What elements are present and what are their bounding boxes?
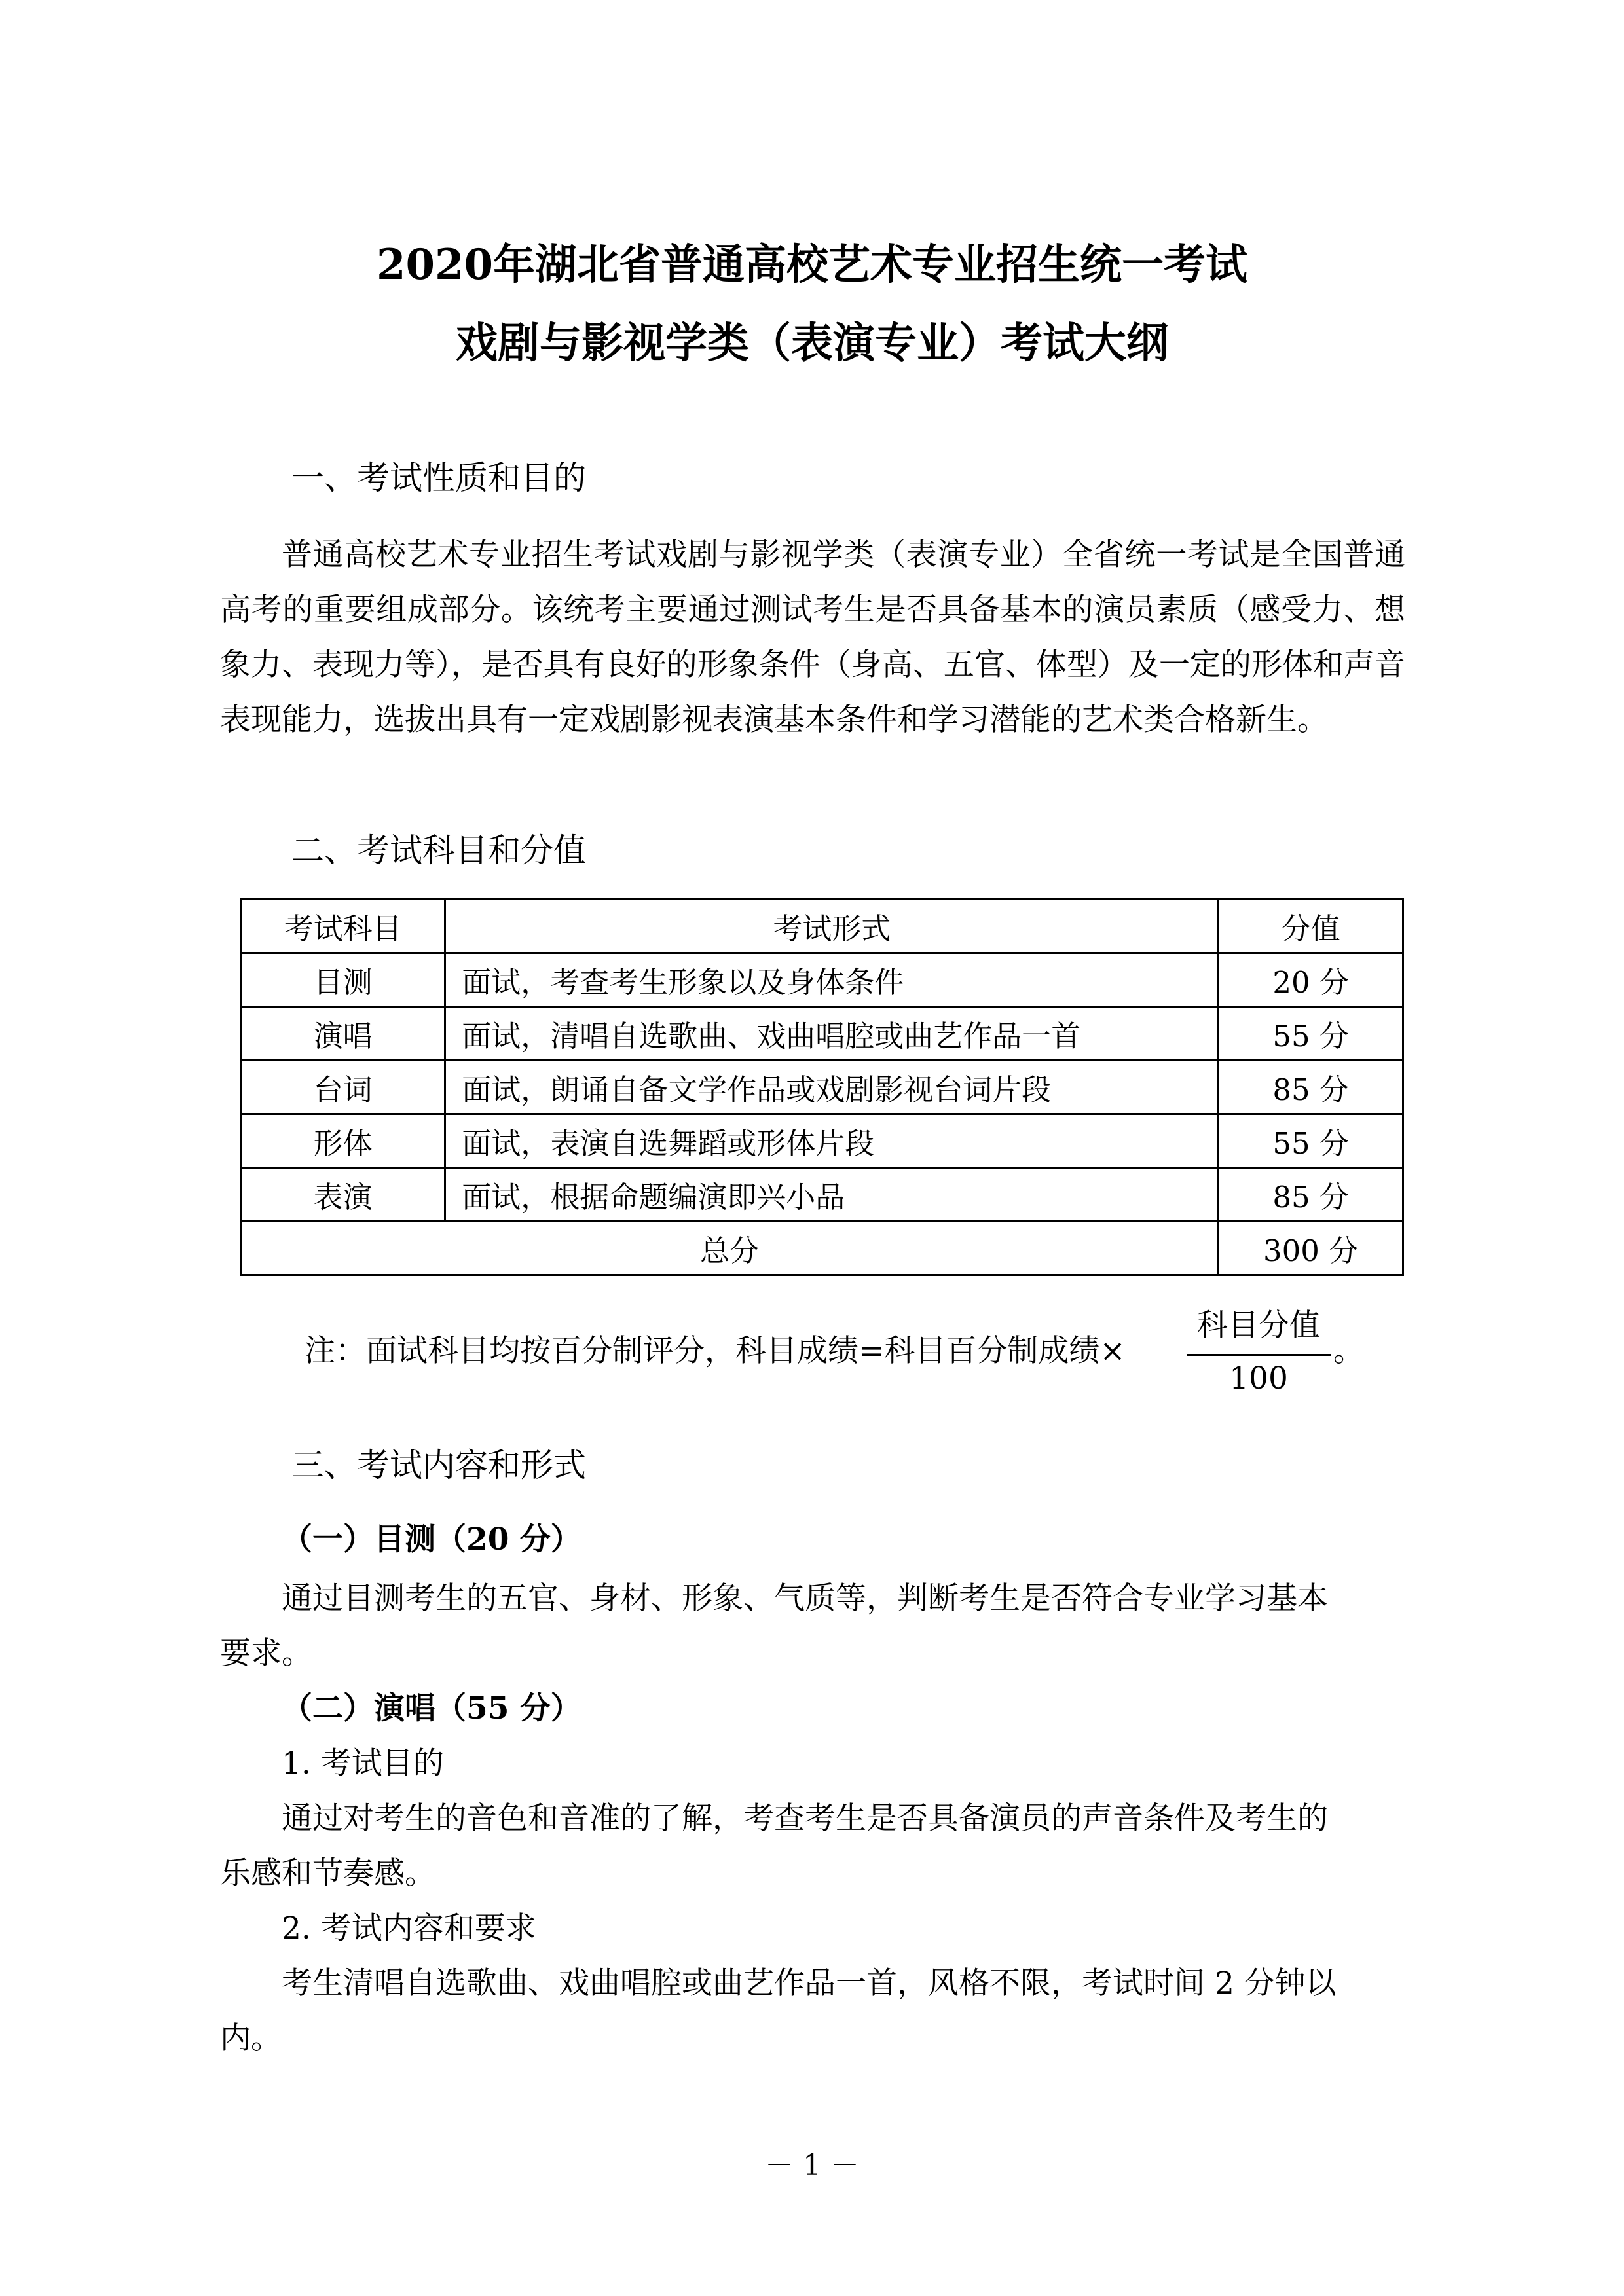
document-title-line2: 戏剧与影视学类（表演专业）考试大纲 <box>456 319 1168 368</box>
sub1-heading: （一）目测（20 分） <box>282 1522 581 1558</box>
page-number: － 1 － <box>765 2149 859 2182</box>
section1-heading: 一、考试性质和目的 <box>291 459 586 497</box>
document-title-line1: 2020年湖北省普通高校艺术专业招生统一考试 <box>376 240 1248 289</box>
sub2-item2-line1: 考生清唱自选歌曲、戏曲唱腔或曲艺作品一首，风格不限，考试时间 2 分钟以 <box>282 1965 1337 2001</box>
note-period: 。 <box>1333 1333 1364 1369</box>
sub2-item1-line1: 通过对考生的音色和音准的了解，考查考生是否具备演员的声音条件及考生的 <box>282 1800 1328 1836</box>
cell-score: 85 分 <box>1219 1168 1403 1222</box>
score-table <box>240 898 1404 1276</box>
cell-form: 面试，根据命题编演即兴小品 <box>445 1168 1219 1222</box>
cell-total-label: 总分 <box>241 1222 1219 1275</box>
sub1-paragraph-line1: 通过目测考生的五官、身材、形象、气质等，判断考生是否符合专业学习基本 <box>282 1580 1328 1616</box>
cell-score: 55 分 <box>1219 1114 1403 1168</box>
sub2-item2-label: 2. 考试内容和要求 <box>282 1910 536 1946</box>
cell-subject: 表演 <box>241 1168 445 1222</box>
cell-score: 20 分 <box>1219 953 1403 1007</box>
sub2-item1-label: 1. 考试目的 <box>282 1745 444 1781</box>
table-row <box>241 1168 1403 1222</box>
table-total-row <box>241 1222 1403 1275</box>
table-row <box>241 953 1403 1007</box>
cell-subject: 目测 <box>241 953 445 1007</box>
fraction-denominator: 100 <box>1229 1360 1288 1396</box>
cell-form: 面试，考查考生形象以及身体条件 <box>445 953 1219 1007</box>
header-score: 分值 <box>1219 900 1403 953</box>
cell-form: 面试，表演自选舞蹈或形体片段 <box>445 1114 1219 1168</box>
table-row <box>241 1114 1403 1168</box>
sub2-item2-line2: 内。 <box>220 2020 282 2056</box>
header-subject: 考试科目 <box>241 900 445 953</box>
table-row <box>241 1007 1403 1061</box>
cell-subject: 演唱 <box>241 1007 445 1061</box>
section3-heading: 三、考试内容和形式 <box>291 1446 586 1484</box>
cell-total-score: 300 分 <box>1219 1222 1403 1275</box>
score-note: 注：面试科目均按百分制评分，科目成绩=科目百分制成绩× <box>304 1333 1126 1369</box>
cell-form: 面试，清唱自选歌曲、戏曲唱腔或曲艺作品一首 <box>445 1007 1219 1061</box>
sub2-item1-line2: 乐感和节奏感。 <box>220 1855 435 1891</box>
section1-paragraph: 普通高校艺术专业招生考试戏剧与影视学类（表演专业）全省统一考试是全国普通高考的重要组成部分。该统考主要通过测试考生是否具备基本的演员素质（感受力、想象力、表现力等），是否具有良好的形象条件（身高、五官、体型）及一定的形体和声音表现能力，选拔出具有一定戏剧影视表演基本条件和学习潜能的艺术类合格新生。 <box>220 537 1405 738</box>
section2-heading: 二、考试科目和分值 <box>291 831 586 869</box>
fraction-numerator: 科目分值 <box>1187 1303 1331 1356</box>
table-row <box>241 1061 1403 1114</box>
sub2-heading: （二）演唱（55 分） <box>282 1690 581 1726</box>
cell-subject: 台词 <box>241 1061 445 1114</box>
score-fraction <box>1187 1303 1331 1402</box>
cell-form: 面试，朗诵自备文学作品或戏剧影视台词片段 <box>445 1061 1219 1114</box>
header-form: 考试形式 <box>445 900 1219 953</box>
cell-score: 85 分 <box>1219 1061 1403 1114</box>
cell-subject: 形体 <box>241 1114 445 1168</box>
table-header-row <box>241 900 1403 953</box>
sub1-paragraph-line2: 要求。 <box>220 1635 312 1671</box>
cell-score: 55 分 <box>1219 1007 1403 1061</box>
